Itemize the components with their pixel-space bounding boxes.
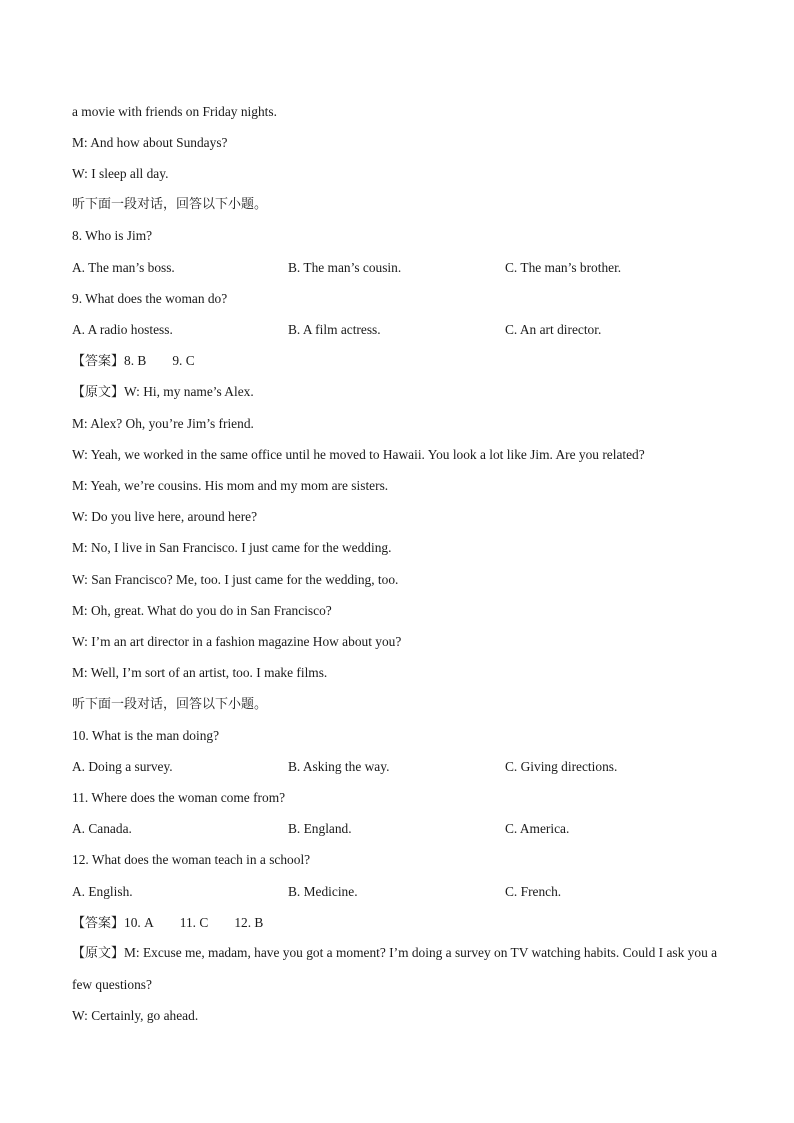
- option-b: B. Medicine.: [288, 884, 358, 899]
- options-row-9: [0, 321, 794, 339]
- transcript-text: W: Hi, my name’s Alex.: [124, 384, 254, 399]
- transcript-line: M: Alex? Oh, you’re Jim’s friend.: [72, 416, 254, 431]
- option-a: A. Canada.: [72, 821, 132, 836]
- transcript-line: W: San Francisco? Me, too. I just came for the wedding, too.: [72, 572, 399, 587]
- answer-tag: 【答案】: [72, 354, 125, 369]
- answer-9: 9. C: [172, 353, 195, 368]
- option-b: B. The man’s cousin.: [288, 260, 402, 275]
- option-c: C. America.: [505, 821, 570, 836]
- options-row-8: [0, 259, 794, 277]
- transcript-line: M: Well, I’m sort of an artist, too. I make films.: [72, 665, 328, 680]
- question-12: 12. What does the woman teach in a school?: [72, 852, 311, 867]
- transcript-tag: 【原文】: [72, 385, 125, 400]
- transcript-text: M: Excuse me, madam, have you got a moment? I’m doing a survey on TV watching habits. Could I ask you a few questions?: [72, 945, 718, 992]
- transcript-tag: 【原文】: [72, 946, 125, 961]
- answer-11: 11. C: [179, 915, 209, 930]
- answer-line: [72, 352, 195, 371]
- answer-8: 8. B: [124, 353, 147, 368]
- answer-line: [72, 914, 263, 933]
- option-a: A. English.: [72, 884, 133, 899]
- transcript-line: [72, 383, 254, 402]
- transcript-line: M: Oh, great. What do you do in San Francisco?: [72, 603, 332, 618]
- options-row-10: [0, 758, 794, 776]
- question-10: 10. What is the man doing?: [72, 728, 220, 743]
- transcript-line: M: Yeah, we’re cousins. His mom and my mom are sisters.: [72, 478, 389, 493]
- dialogue-line: W: I sleep all day.: [72, 166, 169, 181]
- answer-10: 10. A: [124, 915, 154, 930]
- transcript-line: M: No, I live in San Francisco. I just came for the wedding.: [72, 540, 392, 555]
- option-c: C. The man’s brother.: [505, 260, 622, 275]
- question-9: 9. What does the woman do?: [72, 291, 228, 306]
- section-instruction: 听下面一段对话，回答以下小题。: [72, 197, 268, 212]
- option-a: A. Doing a survey.: [72, 759, 173, 774]
- question-11: 11. Where does the woman come from?: [72, 790, 286, 805]
- dialogue-line: M: And how about Sundays?: [72, 135, 228, 150]
- option-a: A. The man’s boss.: [72, 260, 175, 275]
- transcript-line: W: Do you live here, around here?: [72, 509, 258, 524]
- answer-tag: 【答案】: [72, 916, 125, 931]
- transcript-line: W: Yeah, we worked in the same office until he moved to Hawaii. You look a lot like Jim. Are you related?: [72, 447, 645, 462]
- question-8: 8. Who is Jim?: [72, 228, 153, 243]
- options-row-11: [0, 820, 794, 838]
- option-a: A. A radio hostess.: [72, 322, 173, 337]
- option-c: C. Giving directions.: [505, 759, 618, 774]
- section-instruction: 听下面一段对话，回答以下小题。: [72, 697, 268, 712]
- option-b: B. England.: [288, 821, 352, 836]
- option-b: B. A film actress.: [288, 322, 381, 337]
- options-row-12: [0, 883, 794, 901]
- transcript-line: W: Certainly, go ahead.: [72, 1008, 199, 1023]
- answer-12: 12. B: [234, 915, 264, 930]
- option-c: C. An art director.: [505, 322, 602, 337]
- option-b: B. Asking the way.: [288, 759, 390, 774]
- transcript-line: W: I’m an art director in a fashion magazine How about you?: [72, 634, 402, 649]
- option-c: C. French.: [505, 884, 562, 899]
- dialogue-line: a movie with friends on Friday nights.: [72, 104, 277, 119]
- transcript-paragraph: [72, 937, 732, 1000]
